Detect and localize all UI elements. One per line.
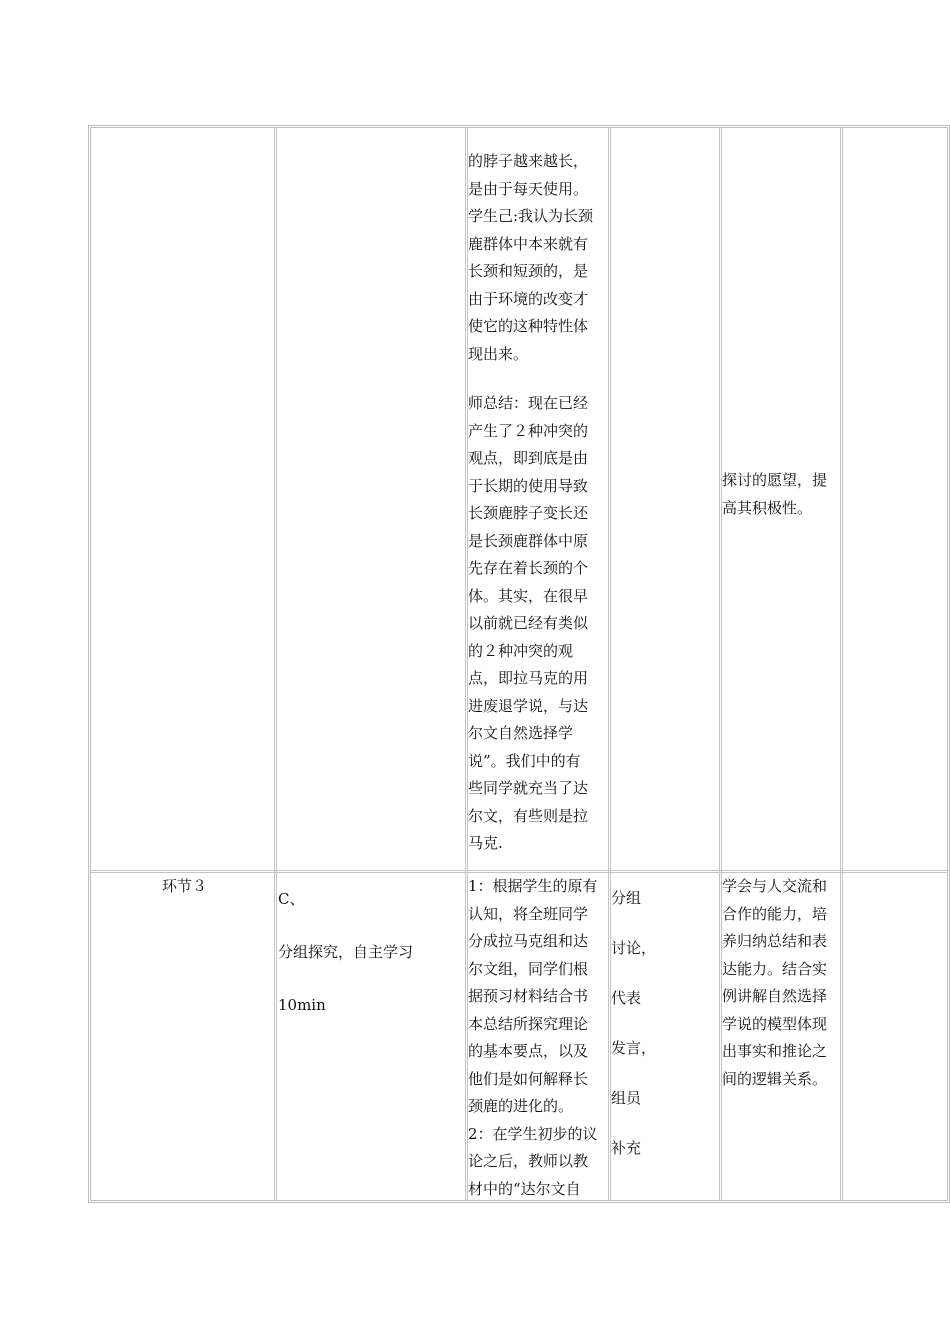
row2-design-intent-cell: 学会与人交流和 合作的能力，培 养归纳总结和表 达能力。结合实 例讲解自然选择 学说的模型体现 出事实和推论之 间的逻辑关系。 [722,877,828,1088]
row2-stage-cell: 环节３ [162,877,208,895]
column-divider [274,128,281,1200]
lesson-plan-table [88,125,950,1203]
row2-student-activity-cell: 分组 讨论， 代表 发言， 组员 补充 [611,889,657,1157]
row1-design-intent-cell: 探讨的愿望，提 高其积极性。 [722,471,828,517]
row2-teaching-content-cell: 1：根据学生的原有 认知，将全班同学 分成拉马克组和达 尔文组，同学们根 据预习材料结合书 本总结所探究理论 的基本要点，以及 他们是如何解释长 颈鹿的进化的。 2：在学生初步的议 论之后，教师以教 材中的“达尔文自 [468,877,598,1198]
row2-activity-cell: C、 分组探究，自主学习 10min [278,890,414,1014]
row1-teaching-content-cell: 的脖子越来越长， 是由于每天使用。 学生己:我认为长颈 鹿群体中本来就有 长颈和短颈的，是 由于环境的改变才 使它的这种特性体 现出来。 师总结：现在已经 产生了２种冲突的 观点，即到底是由 于长期的使用导致 长颈鹿脖子变长还 是长颈鹿群体中原 先存在着长颈的个 体。其实，在很早 以前就已经有类似 的２种冲突的观 点，即拉马克的用 进废退学说，与达 尔文自然选择学 说”。我们中的有 些同学就充当了达 尔文，有些则是拉 马克. [468,152,594,852]
